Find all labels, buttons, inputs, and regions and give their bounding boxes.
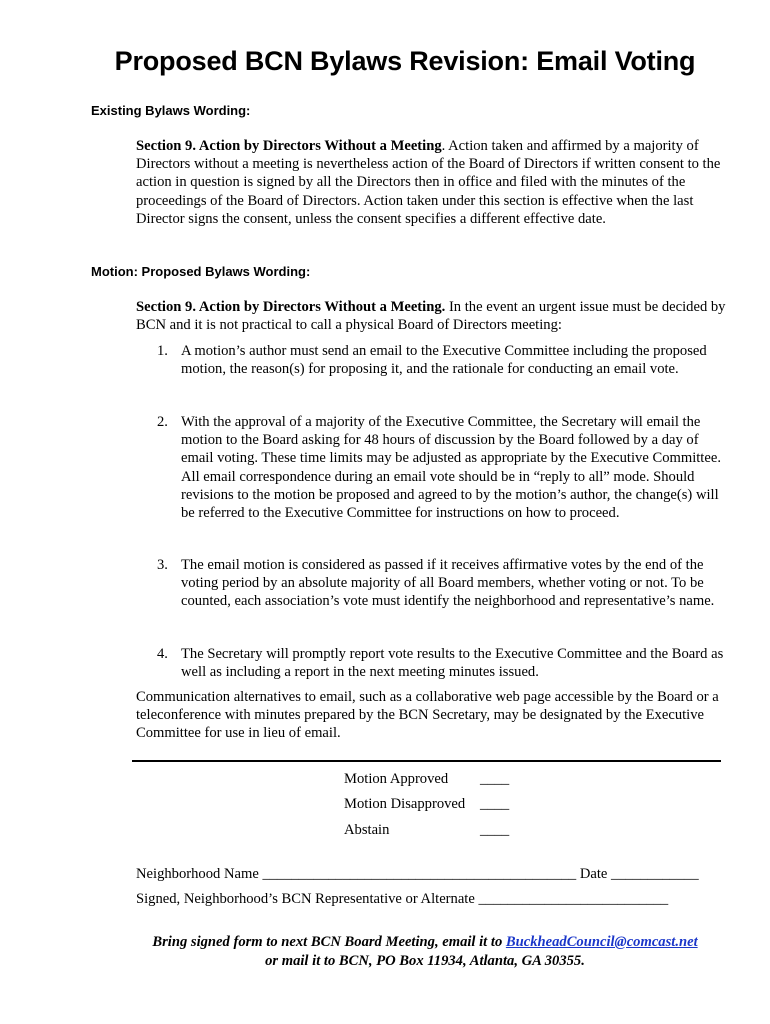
footer-instructions-line1 [0,934,770,951]
list-item-text: The Secretary will promptly report vote results to the Executive Committee and the Board as well as including a report in the next meeting minutes issued. [181,646,724,681]
list-item [136,556,726,611]
motion-section-title: Section 9. Action by Directors Without a Meeting. [136,299,446,315]
vote-option-abstain [344,822,510,839]
motion-wording-heading: Motion: Proposed Bylaws Wording: [91,264,311,279]
divider-rule [132,760,721,762]
communication-alternatives-paragraph: Communication alternatives to email, such as a collaborative web page accessible by the Board or a teleconference with minutes prepared by the BCN Secretary, may be designated by the Executive Committee for use in lieu of email. [136,689,719,742]
list-item [136,342,726,378]
vote-option-disapproved [344,796,510,813]
motion-section-paragraph [136,298,726,334]
list-item-number: 3. [157,557,168,573]
vote-option-label: Motion Disapproved [344,796,466,812]
footer-instructions-line2: or mail it to BCN, PO Box 11934, Atlanta, GA 30355. [265,953,585,969]
list-item-number: 2. [157,414,168,430]
vote-option-label: Abstain [344,822,390,838]
list-item [136,645,726,681]
list-item-text: A motion’s author must send an email to the Executive Committee including the proposed motion, the reason(s) for proposing it, and the rationale for conducting an email vote. [181,343,707,378]
vote-option-label: Motion Approved [344,771,449,787]
neighborhood-name-date-line[interactable]: Neighborhood Name ___________________________________________ Date ____________ [136,866,699,882]
motion-section-text: In the event an urgent issue must be decided by BCN and it is not practical to call a physical Board of Directors meeting: [136,299,726,334]
list-item-text: The email motion is considered as passed if it receives affirmative votes by the end of the voting period by an absolute majority of all Board members, whether voting or not. To be counted, each association’s vote must identify the neighborhood and representative’s name. [181,557,715,610]
list-item-number: 1. [157,343,168,359]
list-item-text: With the approval of a majority of the Executive Committee, the Secretary will email the motion to the Board asking for 48 hours of discussion by the Board followed by a day of email voting. These time limits may be adjusted as appropriate by the Executive Committee. All email correspondence during an email vote should be in “reply to all” mode. Should revisions to the motion be proposed and agreed to by the motion’s author, the change(s) will be referred to the Executive Committee for instructions on how to proceed. [181,414,721,522]
existing-section-title: Section 9. Action by Directors Without a Meeting [136,138,442,154]
existing-section-text: . Action taken and affirmed by a majority of Directors without a meeting is nevertheless action of the Board of Directors if written consent to the action in question is signed by all the Directors then in office and filed with the minutes of the proceedings of the Board of Directors. Action taken under this section is effective when the last Director signs the consent, unless the consent specifies a different effective date. [136,138,721,227]
footer-prefix: Bring signed form to next BCN Board Meeting, email it to [152,934,506,950]
list-item [136,413,726,522]
page-title: Proposed BCN Bylaws Revision: Email Voting [114,46,696,76]
vote-option-approved [344,771,510,788]
vote-option-blank[interactable]: ____ [480,771,510,787]
existing-section-paragraph [136,137,726,228]
vote-option-blank[interactable]: ____ [480,822,510,838]
vote-option-blank[interactable]: ____ [480,796,510,812]
list-item-number: 4. [157,646,168,662]
representative-signature-line[interactable]: Signed, Neighborhood’s BCN Representative or Alternate __________________________ [136,891,669,907]
email-link[interactable]: BuckheadCouncil@comcast.net [505,934,698,950]
existing-wording-heading: Existing Bylaws Wording: [91,103,251,118]
